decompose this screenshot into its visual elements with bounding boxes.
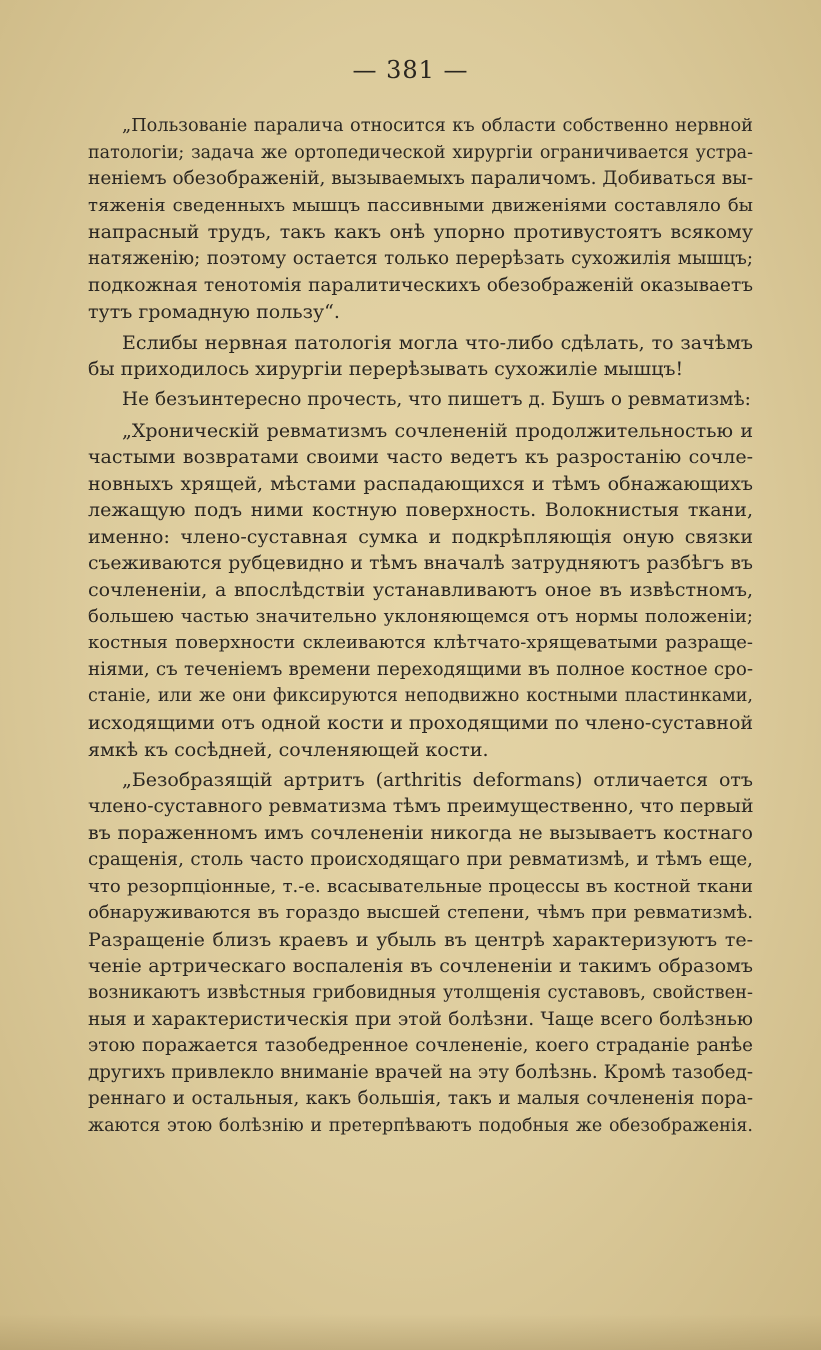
text-line: сращенія, столь часто происходящаго при ревматизмѣ, и тѣмъ еще, (88, 849, 753, 871)
text-line: другихъ привлекло вниманіе врачей на эту болѣзнь. Кромѣ тазобед- (88, 1061, 753, 1083)
paragraph (88, 767, 753, 1139)
text-line: „Пользованіе паралича относится къ области собственно нервной (122, 116, 753, 136)
text-line: ямкѣ къ сосѣдней, сочленяющей кости. (88, 738, 489, 761)
page-edge-shadow (0, 1314, 821, 1350)
text-line: именно: члено-суставная сумка и подкрѣпляющія оную связки (88, 525, 753, 548)
text-line: сочлененіи, а впослѣдствіи устанавливаютъ оное въ извѣстномъ, (88, 579, 753, 602)
text-line: тутъ громадную пользу“. (88, 301, 340, 324)
text-line: новныхъ хрящей, мѣстами распадающихся и тѣмъ обнажающихъ (88, 472, 753, 495)
text-line: возникаютъ извѣстныя грибовидныя утолщенія суставовъ, свойствен- (88, 983, 753, 1003)
text-line: патологіи; задача же ортопедической хирургіи ограничивается устра- (88, 142, 753, 163)
text-line: „Безобразящій артритъ (arthritis deformans) отличается отъ (122, 769, 753, 792)
page-number: — 381 — (352, 56, 469, 84)
paragraph (88, 387, 753, 414)
text-line: подкожная тенотомія паралитическихъ обезображеній оказываетъ (88, 274, 753, 296)
text-line: этою поражается тазобедренное сочлененіе, коего страданіе ранѣе (88, 1035, 753, 1057)
text-line: жаются этою болѣзнію и претерпѣваютъ подобныя же обезображенія. (88, 1115, 753, 1136)
text-line: лежащую подъ ними костную поверхность. Волокнистыя ткани, (88, 499, 753, 522)
paragraph (88, 418, 753, 764)
text-line: въ пораженномъ имъ сочлененіи никогда не вызываетъ костнаго (88, 822, 753, 845)
text-line: частыми возвратами своими часто ведетъ къ разростанію сочле- (88, 446, 753, 469)
text-line: реннаго и остальныя, какъ большія, такъ и малыя сочлененія пора- (88, 1088, 753, 1110)
paragraph (88, 330, 753, 383)
text-line: ченіе артрическаго воспаленія въ сочлененіи и такимъ образомъ (88, 955, 753, 978)
paragraph (88, 113, 753, 326)
text-line: напрасный трудъ, такъ какъ онѣ упорно противустоятъ всякому (88, 221, 753, 244)
text-line: неніемъ обезображеній, вызываемыхъ параличомъ. Добиваться вы- (88, 168, 754, 190)
text-line: тяженія сведенныхъ мышцъ пассивными движеніями составляло бы (88, 194, 753, 216)
text-line: станіе, или же они фиксируются неподвижно костными пластинками, (88, 686, 753, 707)
text-line: Не безъинтересно прочесть, что пишетъ д. Бушъ о ревматизмѣ: (122, 388, 751, 410)
text-line: ныя и характеристическія при этой болѣзни. Чаще всего болѣзнью (88, 1008, 753, 1030)
text-line: Разращеніе близъ краевъ и убыль въ центрѣ характеризуютъ те- (88, 928, 753, 951)
text-line: костныя поверхности склеиваются клѣтчато-хрящеватыми разраще- (88, 632, 753, 654)
text-line: натяженію; поэтому остается только перерѣзать сухожилія мышцъ; (88, 247, 753, 269)
text-line: члено-суставного ревматизма тѣмъ преимущественно, что первый (88, 795, 754, 817)
page-body-text (88, 113, 753, 1140)
text-line: что резорпціонные, т.-е. всасывательные процессы въ костной ткани (88, 875, 753, 897)
text-line: съеживаются рубцевидно и тѣмъ вначалѣ затрудняютъ разбѣгъ въ (88, 552, 753, 574)
text-line: обнаруживаются въ гораздо высшей степени, чѣмъ при ревматизмѣ. (88, 902, 753, 924)
text-line: ніями, съ теченіемъ времени переходящими въ полное костное сро- (88, 658, 753, 680)
text-line: Еслибы нервная патологія могла что-либо сдѣлать, то зачѣмъ (122, 331, 753, 354)
text-line: исходящими отъ одной кости и проходящими по члено-суставной (88, 712, 754, 735)
text-line: „Хроническій ревматизмъ сочлененій продолжительностью и (122, 419, 753, 442)
text-line: бы приходилось хирургіи перерѣзывать сухожиліе мышцъ! (88, 358, 684, 381)
text-line: большею частью значительно уклоняющемся отъ нормы положеніи; (88, 605, 753, 627)
